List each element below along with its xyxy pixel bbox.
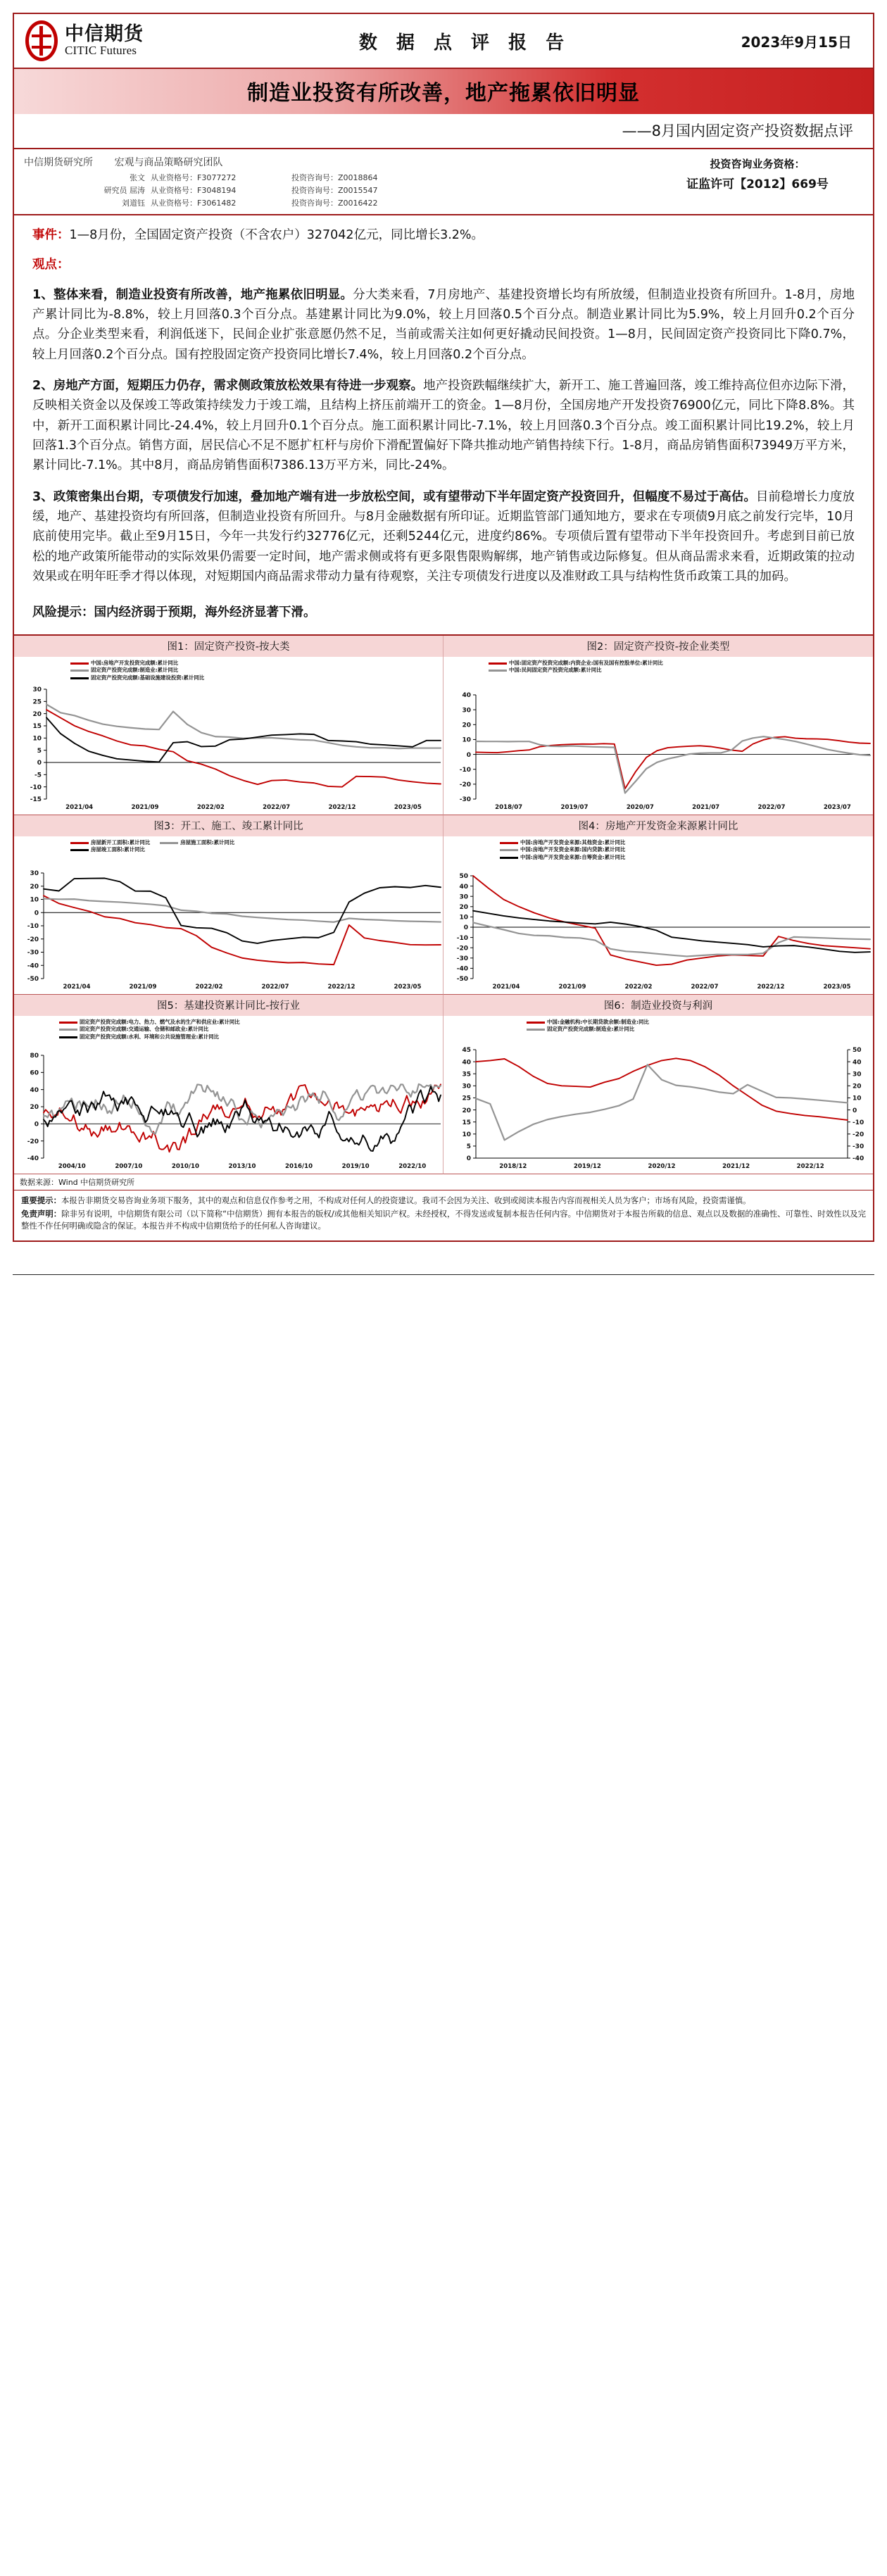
title-band [14,69,873,114]
legend-swatch-icon [500,857,518,859]
chart-body-fig6 [444,1016,873,1174]
legend-swatch-icon [70,849,89,851]
legend-label: 固定资产投资完成额:制造业:累计同比 [91,667,179,674]
svg-text:60: 60 [30,1069,39,1077]
svg-text:45: 45 [462,1046,471,1054]
legend-label: 固定资产投资完成额:交通运输、仓储和邮政业:累计同比 [80,1026,209,1033]
svg-text:2023/05: 2023/05 [823,983,851,991]
svg-text:2020/07: 2020/07 [626,803,654,811]
svg-text:2018/12: 2018/12 [499,1162,527,1170]
legend-label: 房屋竣工面积:累计同比 [91,846,145,853]
analyst-row [24,172,652,183]
svg-text:2019/12: 2019/12 [573,1162,601,1170]
svg-text:-20: -20 [853,1131,864,1138]
svg-text:2022/12: 2022/12 [757,983,785,991]
svg-text:50: 50 [459,872,468,880]
point-1-rest: 分大类来看，7月房地产、基建投资增长均有所放缓，但制造业投资有所回升。1-8月，房地产累计同比为-8.8%，较上月回落0.3个百分点。基建累计同比为9.0%，较上月回落0.5个百分点。制造业累计同比为5.9%，较上月回升0.2个百分点。分企业类型来看，利润低迷下，民间企业扩张意愿仍然不足，当前或需关注如何更好撬动民间投资。1—8月，民间固定资产投资同比下降0.7%，较上月回落0.2个百分点。国有控股固定资产投资同比增长7.4%，较上月回落0.2个百分点。 [32,287,855,362]
svg-text:2022/12: 2022/12 [328,803,356,811]
svg-text:2021/12: 2021/12 [722,1162,750,1170]
analyst-qualification: 从业资格号：F3077272 [151,173,237,182]
legal-notice-text: 除非另有说明，中信期货有限公司（以下简称“中信期货）拥有本报告的版权/或其他相关知识产权。未经授权，不得发送或复制本报告任何内容。中信期货对于本报告所载的信息、观点以及数据的准确性、可靠性、时效性以及完整性不作任何明确或隐含的保证。本报告并不构成中信期货给予的任何私人咨询建议。 [21,1208,866,1231]
svg-text:-30: -30 [853,1143,864,1150]
chart-plot-fig3 [14,836,451,994]
svg-text:10: 10 [459,914,468,922]
svg-text:2007/10: 2007/10 [115,1162,143,1170]
svg-text:30: 30 [462,1083,471,1091]
masthead [14,14,873,69]
analyst-name: 刘道钰 [122,199,145,208]
svg-text:2022/02: 2022/02 [624,983,653,991]
chart-cell-fig3 [14,815,444,995]
svg-text:2022/12: 2022/12 [327,983,356,991]
svg-text:2019/10: 2019/10 [341,1162,370,1170]
svg-text:-50: -50 [27,975,39,983]
chart-title-fig5: 图5：基建投资累计同比-按行业 [14,995,443,1016]
event-paragraph [32,225,855,245]
event-label: 事件： [32,228,70,242]
chart-title-fig1: 图1：固定资产投资-按大类 [14,636,443,657]
svg-text:20: 20 [30,1103,39,1111]
svg-text:40: 40 [462,1058,471,1066]
chart-body-fig4 [444,836,873,994]
svg-text:40: 40 [853,1058,862,1066]
legend-label: 固定资产投资完成额:水利、环境和公共设施管理业:累计同比 [80,1033,220,1041]
svg-text:-40: -40 [456,965,468,973]
legend-swatch-icon [59,1022,77,1024]
legend-label: 中国:房地产开发资金来源:其他资金:累计同比 [520,838,626,846]
license-number: 证监许可【2012】669号 [686,177,829,191]
svg-text:80: 80 [30,1052,39,1060]
svg-text:-10: -10 [459,766,471,774]
legend-swatch-icon [500,842,518,844]
svg-text:2010/10: 2010/10 [171,1162,199,1170]
svg-text:-20: -20 [27,936,39,943]
svg-text:2023/05: 2023/05 [394,803,422,811]
legal-notice-label: 免责声明： [21,1208,62,1219]
analyst-consult-number: 投资咨询号：Z0015547 [291,186,378,195]
svg-text:10: 10 [462,1131,471,1138]
important-notice-label: 重要提示： [21,1195,61,1205]
chart-legend-fig1 [70,660,204,683]
report-type-title: 数 据 点 评 报 告 [358,32,571,54]
point-2-lead: 2、房地产方面，短期压力仍存，需求侧政策放松效果有待进一步观察。 [32,379,424,394]
analyst-name: 张文 [130,173,145,182]
chart-cell-fig6 [444,995,873,1174]
data-source-label: 数据来源： [20,1177,58,1187]
svg-text:2016/10: 2016/10 [285,1162,313,1170]
point-paragraph-1 [32,285,855,365]
svg-text:0: 0 [463,924,468,931]
report-body [14,215,873,634]
svg-text:35: 35 [462,1070,471,1078]
brand-name-en: CITIC Futures [65,44,137,58]
svg-text:-5: -5 [34,772,42,779]
svg-text:2021/09: 2021/09 [131,803,159,811]
svg-text:25: 25 [462,1095,471,1102]
svg-text:20: 20 [853,1083,862,1091]
legend-label: 中国:固定资产投资完成额:内资企业:国有及国有控股单位:累计同比 [509,659,663,666]
legend-label: 固定资产投资完成额:基础设施建设投资:累计同比 [91,674,205,681]
legend-label: 固定资产投资完成额:制造业:累计同比 [547,1026,635,1033]
analyst-row [24,184,652,196]
svg-text:0: 0 [466,1155,471,1162]
svg-text:2022/07: 2022/07 [263,803,291,811]
charts-grid [14,634,873,1174]
legend-swatch-icon [527,1022,545,1024]
chart-title-fig2: 图2：固定资产投资-按企业类型 [444,636,873,657]
svg-text:-30: -30 [27,949,39,957]
legend-swatch-icon [160,842,178,844]
legend-label: 中国:金融机构:中长期贷款余额:制造业:同比 [547,1018,649,1025]
svg-text:2022/02: 2022/02 [195,983,223,991]
research-institute: 中信期货研究所 [24,157,93,168]
point-2-rest: 地产投资跌幅继续扩大，新开工、施工普遍回落，竣工维持高位但亦边际下滑，反映相关资金以及保竣工等政策持续发力于竣工端，且结构上挤压前端开工的资金。1—8月份，全国房地产开发投资76900亿元，同比下降8.8%。其中，新开工面积累计同比-24.4%，较上月回升0.1个百分点。施工面积累计同比-7.1%，较上月回落0.3个百分点。竣工面积累计同比19.2%，较上月回落1.3个百分点。销售方面，居民信心不足不愿扩杠杆与房价下滑配置偏好下降共推动地产销售持续下行。1-8月，商品房销售面积73949万平方米，累计同比-7.1%。其中8月，商品房销售面积7386.13万平方米，同比-24%。 [32,379,855,473]
legal-notice [21,1208,866,1232]
chart-cell-fig5 [14,995,444,1174]
license-block [652,155,863,210]
svg-text:20: 20 [32,710,42,718]
svg-text:-10: -10 [27,922,39,930]
chart-cell-fig1 [14,636,444,815]
research-org-line [24,155,652,169]
svg-text:2021/04: 2021/04 [65,803,94,811]
svg-text:2022/07: 2022/07 [757,803,786,811]
chart-legend-fig6 [527,1019,649,1034]
chart-legend-fig5 [59,1019,240,1042]
svg-text:2023/05: 2023/05 [394,983,422,991]
brand-logo [24,19,235,63]
analyst-consult-number: 投资咨询号：Z0018864 [291,173,378,182]
legend-swatch-icon [500,849,518,851]
event-text: 1—8月份，全国固定资产投资（不含农户）327042亿元，同比增长3.2%。 [69,228,484,242]
risk-warning: 风险提示：国内经济弱于预期，海外经济显著下滑。 [32,605,316,620]
license-label: 投资咨询业务资格： [710,158,805,170]
svg-text:2004/10: 2004/10 [58,1162,86,1170]
legend-swatch-icon [70,842,89,844]
disclaimer-block [14,1190,873,1240]
svg-text:2021/07: 2021/07 [692,803,720,811]
svg-text:30: 30 [30,869,39,877]
svg-text:5: 5 [37,747,42,755]
view-label-row [32,255,855,275]
svg-text:25: 25 [32,698,42,706]
analyst-consult-number: 投资咨询号：Z0016422 [291,199,378,208]
svg-text:-40: -40 [27,1155,39,1162]
svg-text:-40: -40 [27,962,39,969]
point-3-lead: 3、政策密集出台期，专项债发行加速，叠加地产端有进一步放松空间，或有望带动下半年固定资产投资回升，但幅度不易过于高估。 [32,489,756,504]
svg-text:2021/09: 2021/09 [129,983,157,991]
svg-text:2022/07: 2022/07 [691,983,719,991]
chart-plot-fig2 [444,657,880,815]
svg-text:2013/10: 2013/10 [228,1162,256,1170]
svg-text:2022/07: 2022/07 [261,983,289,991]
legend-label: 中国:房地产开发资金来源:国内贷款:累计同比 [520,846,626,853]
analyst-qualification: 从业资格号：F3048194 [151,186,237,195]
svg-text:20: 20 [462,721,471,729]
svg-text:0: 0 [466,751,471,759]
chart-legend-fig4 [500,839,625,862]
point-3-rest: 目前稳增长力度放缓，地产、基建投资均有所回落，但制造业投资有所回升。与8月金融数据有所印证。近期监管部门通知地方，要求在专项债9月底之前发行完毕，10月底前使用完毕。截止至9月15日，今年一共发行约32776亿元，还剩5244亿元，进度约86%。专项债后置有望带动下半年投资回升。考虑到目前已放松的地产政策所能带动的实际效果仍需要一定时间，地产需求侧或将有更多限售限购解绑，地产销售或边际修复。但从商品需求来看，近期政策的拉动效果或在明年旺季才得以体现，对短期国内商品需求带动力量有待观察，关注专项债发行进度以及准财政工具与结构性货币政策工具的加码。 [32,489,855,584]
data-source-row [14,1174,873,1190]
point-1-lead: 1、整体来看，制造业投资有所改善，地产拖累依旧明显。 [32,287,353,302]
legend-label: 中国:房地产开发投资完成额:累计同比 [91,659,179,666]
chart-plot-fig6 [444,1016,880,1174]
svg-text:40: 40 [459,883,468,891]
svg-text:-30: -30 [459,796,471,803]
point-paragraph-3 [32,487,855,587]
svg-text:-40: -40 [853,1155,864,1162]
legend-label: 中国:民间固定资产投资完成额:累计同比 [509,667,602,674]
svg-text:5: 5 [466,1143,471,1150]
legend-swatch-icon [489,670,507,672]
svg-text:0: 0 [853,1107,857,1114]
svg-text:-20: -20 [27,1138,39,1145]
svg-text:30: 30 [32,686,42,693]
svg-text:50: 50 [853,1046,862,1054]
svg-text:20: 20 [459,903,468,911]
svg-text:30: 30 [459,893,468,900]
svg-text:-30: -30 [456,955,468,962]
svg-text:-20: -20 [456,944,468,952]
svg-text:10: 10 [853,1095,862,1102]
svg-text:10: 10 [462,736,471,744]
legend-label: 房屋新开工面积:累计同比 [91,838,151,846]
chart-cell-fig2 [444,636,873,815]
svg-text:-50: -50 [456,975,468,983]
chart-body-fig2 [444,657,873,815]
chart-title-fig3: 图3：开工、施工、竣工累计同比 [14,815,443,836]
important-notice-text: 本报告非期货交易咨询业务项下服务，其中的观点和信息仅作参考之用，不构成对任何人的投资建议。我司不会因为关注、收到或阅读本报告内容而视相关人员为客户；市场有风险，投资需谨慎。 [61,1195,751,1205]
svg-text:2019/07: 2019/07 [560,803,589,811]
analyst-block [14,149,873,215]
svg-text:15: 15 [462,1119,471,1126]
svg-text:20: 20 [462,1107,471,1114]
svg-text:-10: -10 [30,784,42,791]
chart-body-fig5 [14,1016,443,1174]
chart-title-fig6: 图6：制造业投资与利润 [444,995,873,1016]
bottom-rule [13,1274,874,1275]
chart-legend-fig3 [70,839,234,855]
svg-text:15: 15 [32,722,42,730]
subtitle-row [14,114,873,149]
view-label: 观点： [32,258,70,272]
legend-swatch-icon [59,1036,77,1038]
chart-cell-fig4 [444,815,873,995]
svg-text:40: 40 [462,691,471,699]
legend-swatch-icon [70,670,89,672]
page-title: 制造业投资有所改善，地产拖累依旧明显 [247,81,640,106]
data-source-value: Wind 中信期货研究所 [58,1177,135,1187]
page-subtitle: ——8月国内固定资产投资数据点评 [622,122,853,139]
svg-text:-15: -15 [30,796,42,803]
brand-name-cn: 中信期货 [65,23,144,45]
legend-swatch-icon [527,1029,545,1031]
svg-text:2022/02: 2022/02 [196,803,225,811]
svg-text:30: 30 [462,706,471,714]
legend-swatch-icon [59,1029,77,1031]
legend-swatch-icon [70,677,89,679]
svg-text:2023/07: 2023/07 [823,803,851,811]
svg-text:10: 10 [30,896,39,904]
svg-text:-20: -20 [459,781,471,788]
analyst-name: 研究员 屈涛 [103,186,145,195]
report-frame [13,13,874,1242]
analyst-qualification: 从业资格号：F3061482 [151,199,237,208]
svg-text:2021/04: 2021/04 [492,983,520,991]
legend-label: 固定资产投资完成额:电力、热力、燃气及水的生产和供应业:累计同比 [80,1018,240,1025]
svg-text:-10: -10 [456,934,468,942]
svg-text:30: 30 [853,1070,862,1078]
svg-text:20: 20 [30,883,39,891]
svg-text:10: 10 [32,735,42,743]
analyst-row [24,197,652,208]
svg-text:0: 0 [37,759,42,767]
important-notice [21,1195,866,1207]
svg-text:2021/04: 2021/04 [63,983,91,991]
chart-legend-fig2 [489,660,663,675]
svg-text:2020/12: 2020/12 [648,1162,676,1170]
svg-text:40: 40 [30,1086,39,1094]
report-date: 2023年9月15日 [741,33,852,51]
svg-text:2022/12: 2022/12 [796,1162,824,1170]
chart-body-fig1 [14,657,443,815]
chart-body-fig3 [14,836,443,994]
citic-logo-icon [24,19,59,63]
point-paragraph-2 [32,376,855,476]
legend-swatch-icon [489,662,507,665]
svg-text:2022/10: 2022/10 [398,1162,427,1170]
svg-text:0: 0 [34,1121,39,1129]
chart-title-fig4: 图4：房地产开发资金来源累计同比 [444,815,873,836]
svg-text:0: 0 [34,909,39,917]
legend-swatch-icon [70,662,89,665]
research-team: 宏观与商品策略研究团队 [114,157,223,168]
legend-label: 中国:房地产开发资金来源:自筹资金:累计同比 [520,854,626,861]
svg-text:2018/07: 2018/07 [495,803,523,811]
svg-text:-10: -10 [853,1119,864,1126]
svg-text:2021/09: 2021/09 [558,983,586,991]
legend-label: 房屋施工面积:累计同比 [180,838,235,846]
